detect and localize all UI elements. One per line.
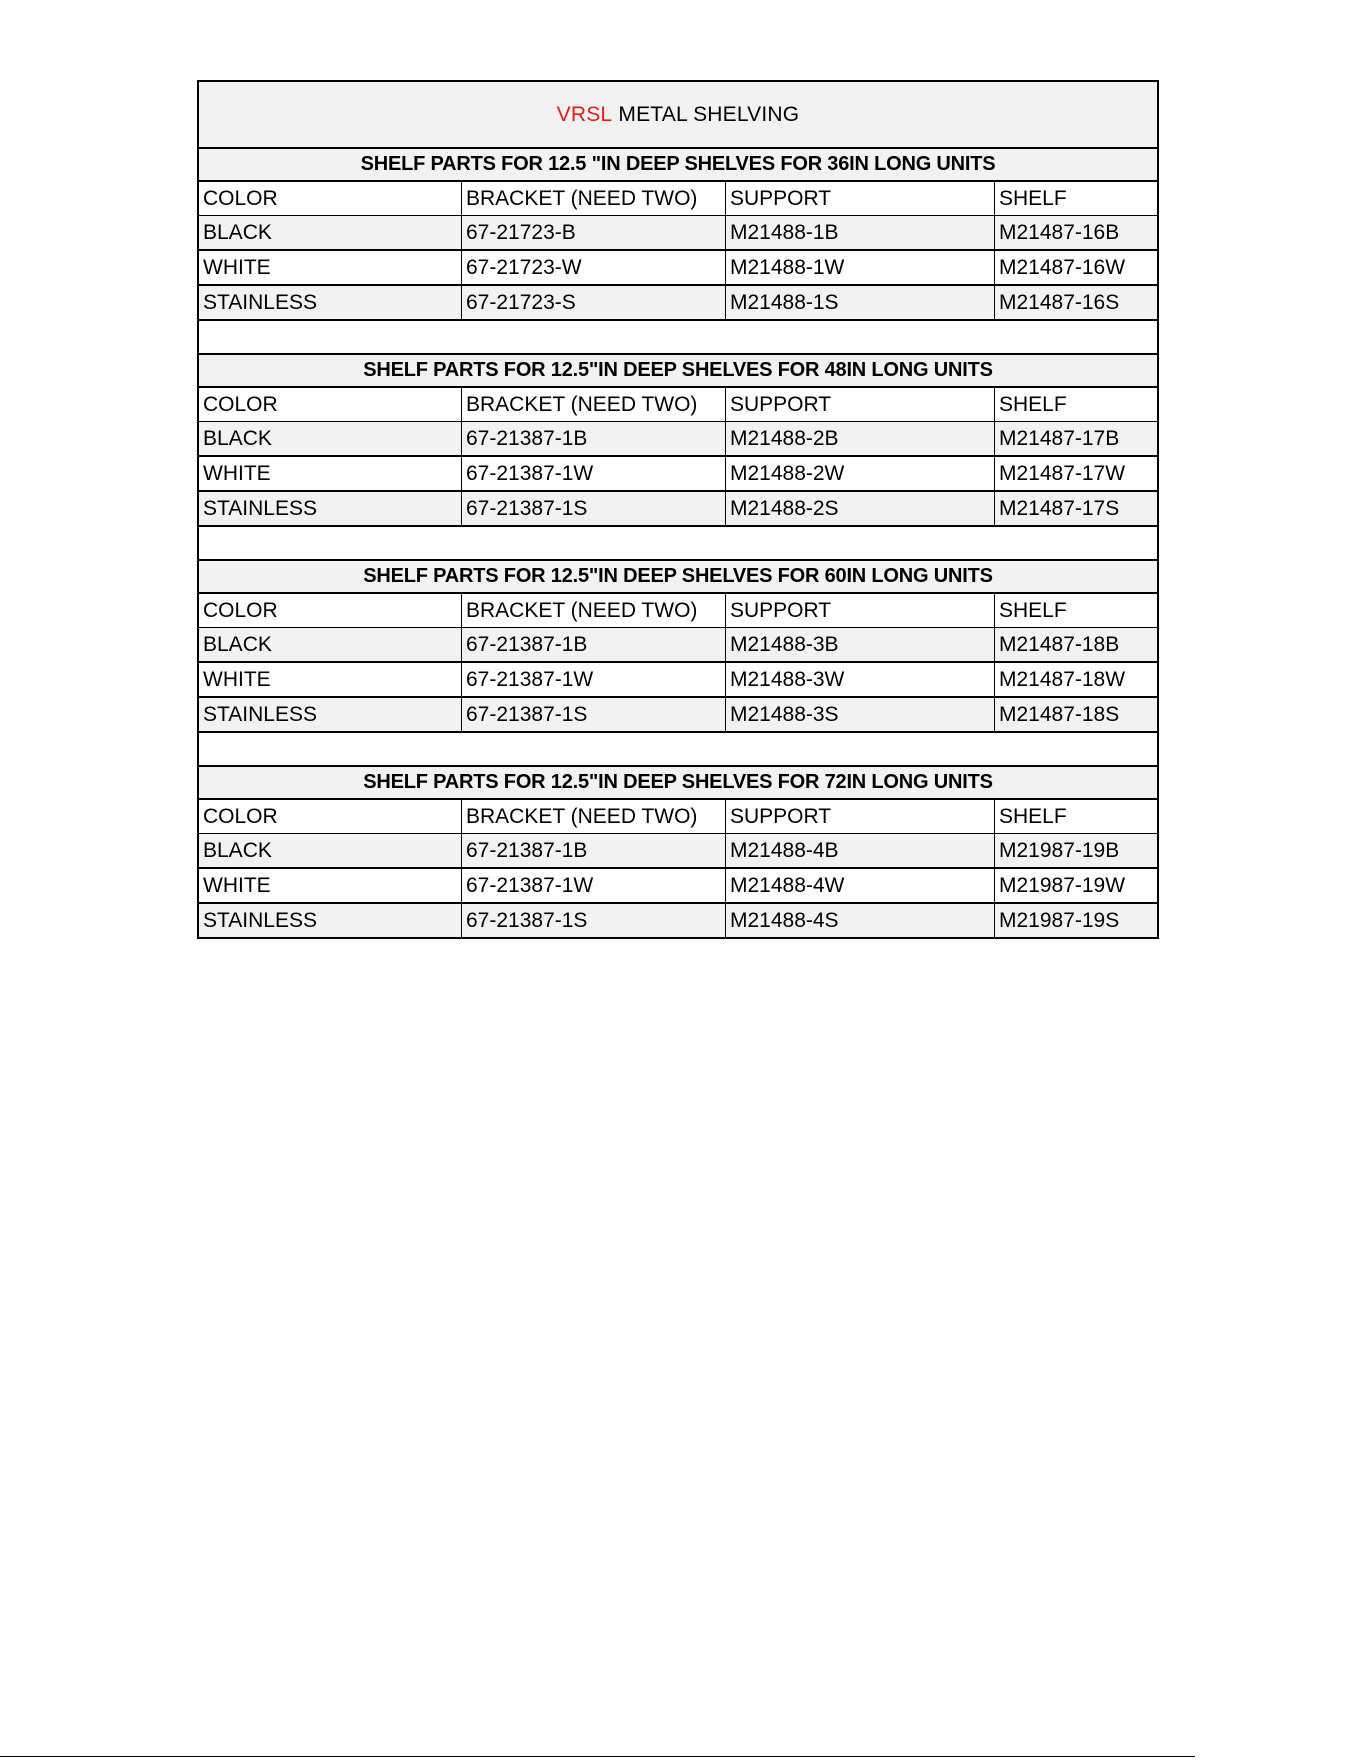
column-header-row: [199, 182, 1157, 216]
spacer-row: [199, 527, 1157, 561]
parts-table: [197, 80, 1159, 939]
column-header-row: [199, 388, 1157, 422]
column-header-color: COLOR: [203, 392, 278, 416]
cell-support: M21488-1S: [725, 286, 994, 319]
table-row: [199, 869, 1157, 904]
column-header-shelf: SHELF: [994, 182, 1157, 215]
cell-color: BLACK: [203, 220, 272, 244]
brand-name: VRSL: [556, 102, 613, 126]
cell-support: M21488-3W: [725, 663, 994, 696]
cell-color: BLACK: [203, 426, 272, 450]
section-heading: SHELF PARTS FOR 12.5 "IN DEEP SHELVES FOR 36IN LONG UNITS: [199, 149, 1157, 182]
table-row: [199, 663, 1157, 698]
cell-bracket: 67-21723-W: [461, 251, 725, 284]
section-72in: [199, 767, 1157, 937]
cell-support: M21488-2S: [725, 492, 994, 525]
cell-bracket: 67-21723-S: [461, 286, 725, 319]
table-row: [199, 628, 1157, 663]
column-header-bracket: BRACKET (NEED TWO): [461, 594, 725, 627]
table-row: [199, 457, 1157, 492]
cell-support: M21488-2B: [725, 422, 994, 455]
cell-bracket: 67-21387-1S: [461, 904, 725, 937]
cell-support: M21488-1B: [725, 216, 994, 249]
cell-color: WHITE: [203, 873, 271, 897]
column-header-support: SUPPORT: [725, 388, 994, 421]
cell-shelf: M21487-18S: [994, 698, 1157, 731]
cell-support: M21488-1W: [725, 251, 994, 284]
column-header-row: [199, 594, 1157, 628]
cell-shelf: M21487-17B: [994, 422, 1157, 455]
cell-shelf: M21487-18B: [994, 628, 1157, 661]
document-title: [199, 82, 1157, 149]
column-header-shelf: SHELF: [994, 800, 1157, 833]
column-header-bracket: BRACKET (NEED TWO): [461, 388, 725, 421]
cell-bracket: 67-21387-1S: [461, 698, 725, 731]
cell-color: STAINLESS: [203, 290, 317, 314]
cell-shelf: M21487-16W: [994, 251, 1157, 284]
cell-bracket: 67-21387-1B: [461, 422, 725, 455]
cell-shelf: M21987-19B: [994, 834, 1157, 867]
title-text: METAL SHELVING: [618, 102, 800, 126]
column-header-color: COLOR: [203, 804, 278, 828]
cell-support: M21488-4S: [725, 904, 994, 937]
column-header-support: SUPPORT: [725, 182, 994, 215]
cell-shelf: M21487-17W: [994, 457, 1157, 490]
column-header-color: COLOR: [203, 186, 278, 210]
section-60in: [199, 561, 1157, 733]
table-row: [199, 422, 1157, 457]
cell-bracket: 67-21387-1B: [461, 628, 725, 661]
section-heading: SHELF PARTS FOR 12.5"IN DEEP SHELVES FOR 48IN LONG UNITS: [199, 355, 1157, 388]
column-header-color: COLOR: [203, 598, 278, 622]
column-header-row: [199, 800, 1157, 834]
cell-color: WHITE: [203, 667, 271, 691]
column-header-shelf: SHELF: [994, 388, 1157, 421]
cell-color: BLACK: [203, 838, 272, 862]
cell-support: M21488-3B: [725, 628, 994, 661]
section-36in: [199, 149, 1157, 321]
table-row: [199, 251, 1157, 286]
spacer-row: [199, 733, 1157, 767]
cell-shelf: M21487-17S: [994, 492, 1157, 525]
table-row: [199, 216, 1157, 251]
cell-shelf: M21987-19S: [994, 904, 1157, 937]
cell-color: STAINLESS: [203, 908, 317, 932]
cell-shelf: M21487-16S: [994, 286, 1157, 319]
section-48in: [199, 355, 1157, 527]
column-header-support: SUPPORT: [725, 594, 994, 627]
table-row: [199, 492, 1157, 527]
cell-shelf: M21987-19W: [994, 869, 1157, 902]
cell-support: M21488-4W: [725, 869, 994, 902]
cell-bracket: 67-21387-1W: [461, 663, 725, 696]
table-row: [199, 286, 1157, 321]
cell-shelf: M21487-16B: [994, 216, 1157, 249]
column-header-shelf: SHELF: [994, 594, 1157, 627]
table-row: [199, 834, 1157, 869]
cell-color: BLACK: [203, 632, 272, 656]
column-header-bracket: BRACKET (NEED TWO): [461, 182, 725, 215]
cell-bracket: 67-21387-1W: [461, 869, 725, 902]
column-header-support: SUPPORT: [725, 800, 994, 833]
cell-color: WHITE: [203, 461, 271, 485]
section-heading: SHELF PARTS FOR 12.5"IN DEEP SHELVES FOR 60IN LONG UNITS: [199, 561, 1157, 594]
cell-support: M21488-4B: [725, 834, 994, 867]
column-header-bracket: BRACKET (NEED TWO): [461, 800, 725, 833]
spacer-row: [199, 321, 1157, 355]
cell-color: STAINLESS: [203, 496, 317, 520]
cell-bracket: 67-21723-B: [461, 216, 725, 249]
table-row: [199, 904, 1157, 937]
cell-support: M21488-3S: [725, 698, 994, 731]
cell-bracket: 67-21387-1S: [461, 492, 725, 525]
table-row: [199, 698, 1157, 733]
cell-color: STAINLESS: [203, 702, 317, 726]
cell-shelf: M21487-18W: [994, 663, 1157, 696]
page-footer-rule: [0, 1756, 1195, 1757]
section-heading: SHELF PARTS FOR 12.5"IN DEEP SHELVES FOR 72IN LONG UNITS: [199, 767, 1157, 800]
cell-color: WHITE: [203, 255, 271, 279]
cell-bracket: 67-21387-1B: [461, 834, 725, 867]
cell-bracket: 67-21387-1W: [461, 457, 725, 490]
cell-support: M21488-2W: [725, 457, 994, 490]
